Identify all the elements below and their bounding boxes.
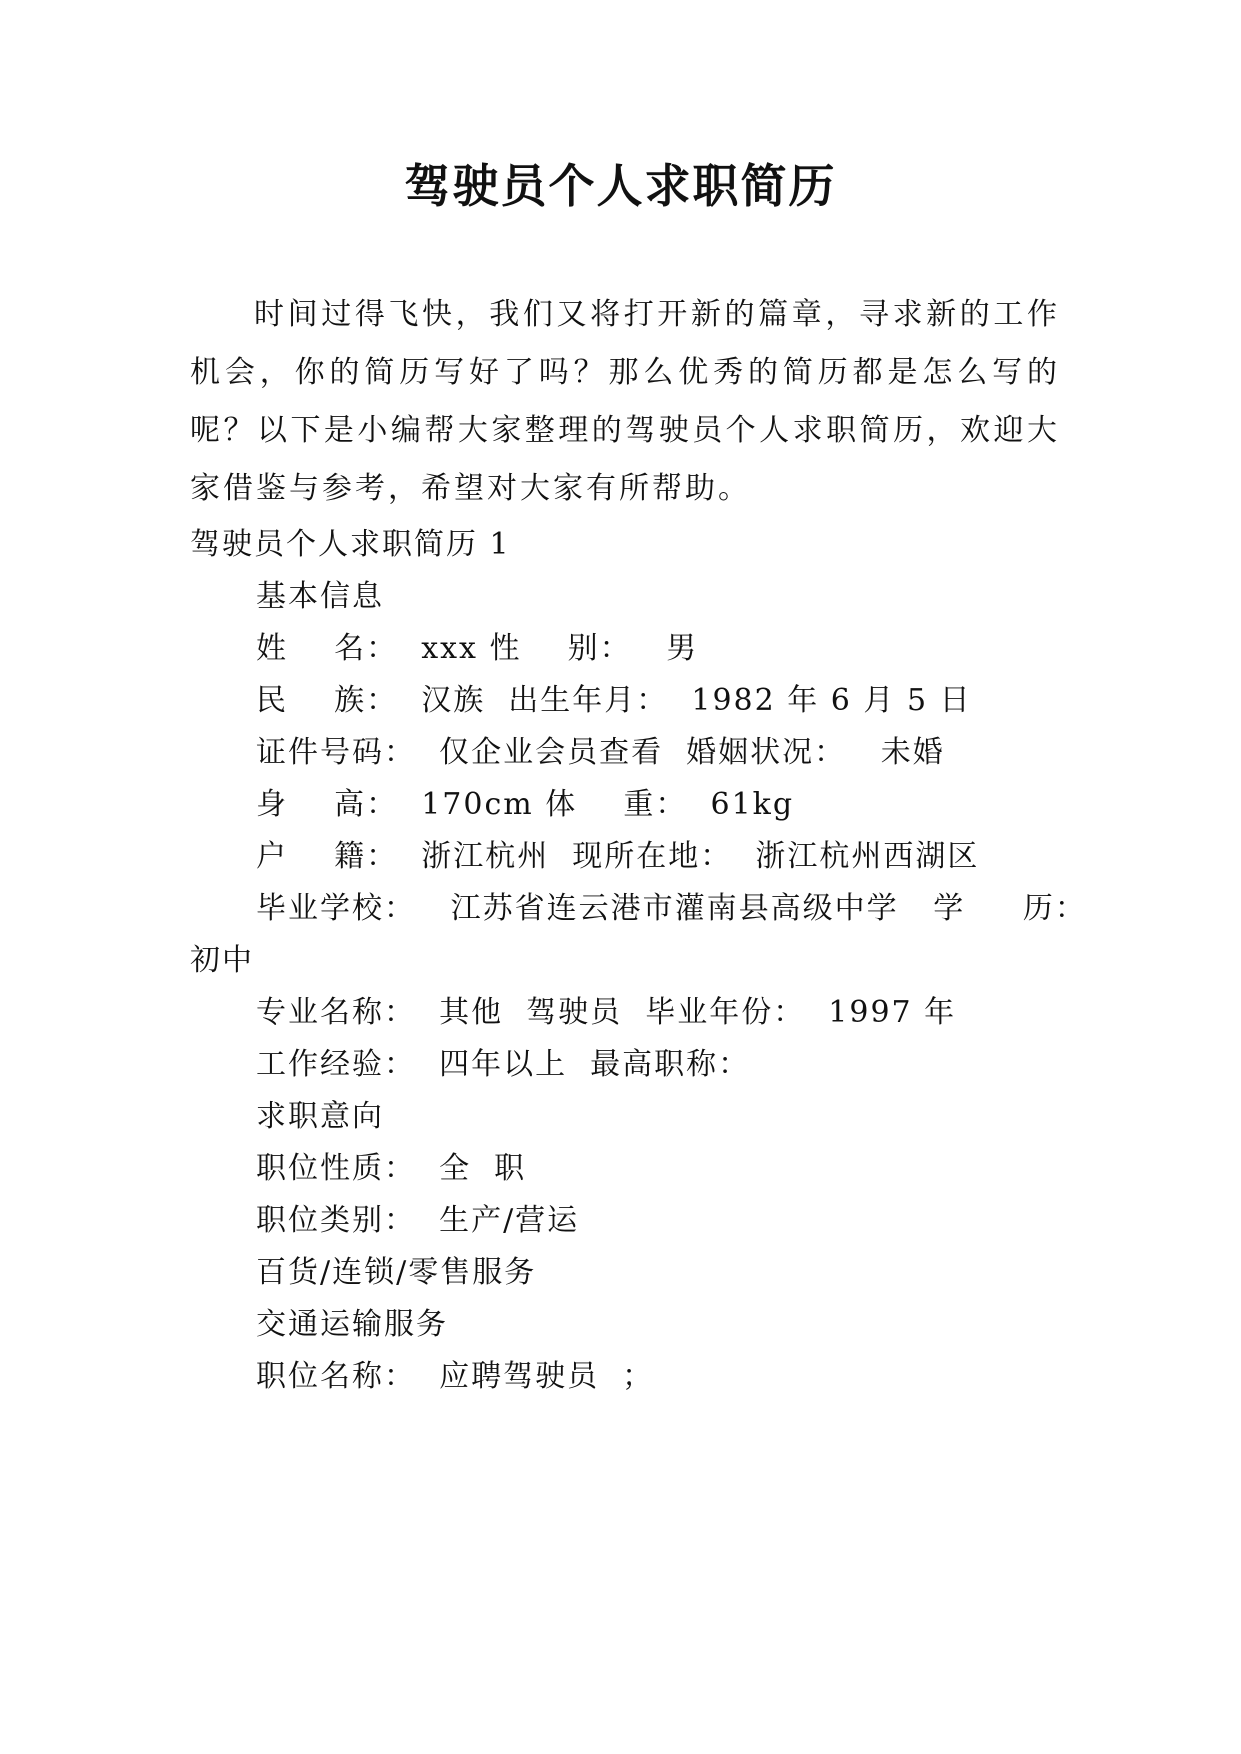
major-graduation-line: 专业名称： 其他 驾驶员 毕业年份： 1997 年 xyxy=(256,995,957,1030)
section-heading: 驾驶员个人求职简历 1 xyxy=(190,527,511,562)
experience-title-line: 工作经验： 四年以上 最高职称： xyxy=(256,1047,751,1082)
ethnicity-birth-line: 民 族： 汉族 出生年月： 1982 年 6 月 5 日 xyxy=(256,683,972,718)
school-education-line: 毕业学校： 江苏省连云港市灌南县高级中学 学 历： xyxy=(256,891,1087,926)
job-title-line: 职位名称： 应聘驾驶员 ； xyxy=(256,1359,655,1394)
intent-heading: 求职意向 xyxy=(256,1099,384,1134)
id-marital-line: 证件号码： 仅企业会员查看 婚姻状况： 未婚 xyxy=(256,735,945,770)
job-category-line: 职位类别： 生产/营运 xyxy=(256,1203,580,1238)
document-title: 驾驶员个人求职简历 xyxy=(404,159,837,213)
job-nature-line: 职位性质： 全 职 xyxy=(256,1151,527,1186)
name-gender-line: 姓 名： xxx 性 别： 男 xyxy=(256,631,699,666)
height-weight-line: 身 高： 170cm 体 重： 61kg xyxy=(256,787,795,822)
basic-info-heading: 基本信息 xyxy=(256,579,384,614)
job-category-line-3: 交通运输服务 xyxy=(256,1307,448,1342)
job-category-line-2: 百货/连锁/零售服务 xyxy=(256,1255,537,1290)
education-value-line: 初中 xyxy=(190,943,254,978)
intro-paragraph: 时间过得飞快，我们又将打开新的篇章，寻求新的工作机会，你的简历写好了吗？那么优秀的简历都是怎么写的呢？以下是小编帮大家整理的驾驶员个人求职简历，欢迎大家借鉴与参考，希望对大家有所帮助。 xyxy=(190,297,1060,506)
residence-line: 户 籍： 浙江杭州 现所在地： 浙江杭州西湖区 xyxy=(256,839,980,874)
